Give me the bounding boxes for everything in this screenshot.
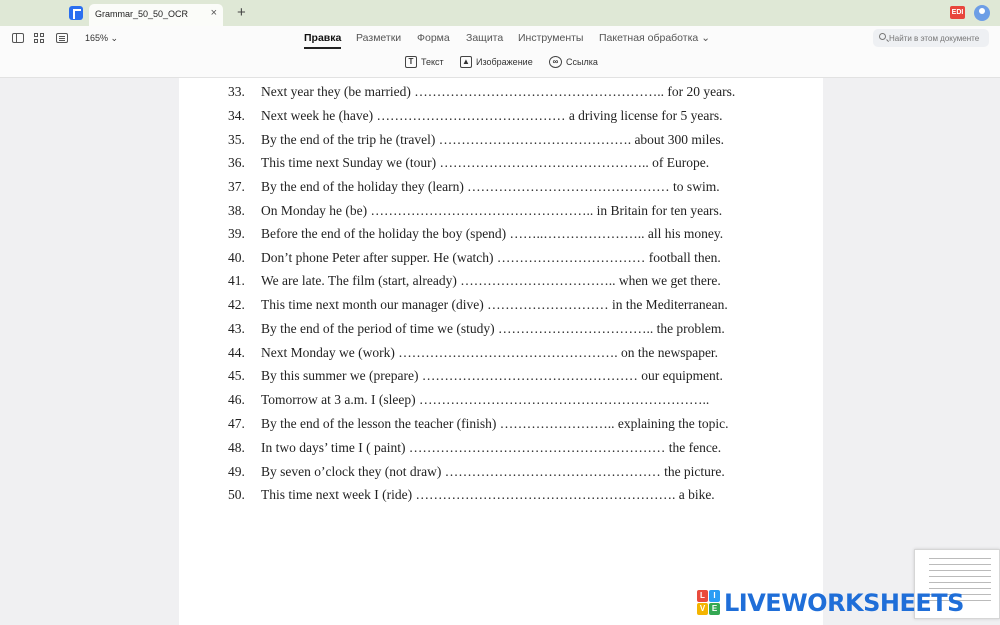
exercise-number: 44. [228, 345, 245, 360]
exercise-number: 33. [228, 84, 245, 99]
exercise-line [228, 226, 748, 246]
exercise-text: This time next month our manager (dive) ……………………… in the Mediterranean. [261, 297, 728, 312]
exercise-number: 41. [228, 273, 245, 288]
exercise-line [228, 132, 748, 152]
document-page [179, 78, 823, 625]
text-icon: T [405, 56, 417, 68]
exercise-text: Next Monday we (work) …………………………………………. on the newspaper. [261, 345, 719, 360]
add-image-button[interactable] [460, 56, 533, 68]
exercise-number: 39. [228, 226, 245, 241]
exercise-number: 36. [228, 155, 245, 170]
search-icon [879, 33, 886, 40]
exercise-line [228, 440, 748, 460]
exercise-line [228, 203, 748, 223]
image-icon: ▲ [460, 56, 472, 68]
add-link-label: Ссылка [566, 57, 598, 67]
exercise-number: 43. [228, 321, 245, 336]
exercise-line [228, 392, 748, 412]
exercise-text: By the end of the holiday they (learn) ……………………………………… to swim. [261, 179, 720, 194]
tab-protect[interactable]: Защита [466, 32, 504, 44]
exercise-number: 40. [228, 250, 245, 265]
exercise-text: This time next Sunday we (tour) ……………………………………….. of Europe. [261, 155, 710, 170]
exercise-line [228, 155, 748, 175]
exercise-number: 50. [228, 487, 245, 502]
exercise-text: Next week he (have) …………………………………… a driving license for 5 years. [261, 108, 723, 123]
tab-batch-processing[interactable] [599, 32, 710, 44]
exercise-line [228, 84, 748, 104]
page-view-icon[interactable] [56, 33, 68, 43]
add-text-button[interactable] [405, 56, 444, 68]
exercise-line [228, 368, 748, 388]
liveworksheets-logo [697, 589, 964, 617]
tab-tools[interactable]: Инструменты [518, 32, 584, 44]
exercise-text: By seven o’clock they (not draw) ………………………………………… the picture. [261, 464, 725, 479]
add-image-label: Изображение [476, 57, 533, 67]
link-icon: ∞ [549, 56, 562, 68]
new-tab-button[interactable]: + [237, 4, 246, 21]
cube-letter: E [709, 603, 720, 615]
app-logo-icon [69, 6, 83, 20]
tab-markup[interactable]: Разметки [356, 32, 402, 44]
avatar[interactable] [974, 5, 990, 21]
search-box[interactable] [873, 29, 989, 47]
cube-letter: I [709, 590, 720, 602]
zoom-level: 165% [85, 33, 109, 43]
sidebar-toggle-icon[interactable] [12, 33, 24, 43]
exercise-number: 42. [228, 297, 245, 312]
exercise-number: 48. [228, 440, 245, 455]
exercise-text: By the end of the period of time we (study) …………………………….. the problem. [261, 321, 725, 336]
exercise-number: 37. [228, 179, 245, 194]
exercise-text: Don’t phone Peter after supper. He (watch) …………………………… football then. [261, 250, 721, 265]
exercise-line [228, 250, 748, 270]
exercise-number: 47. [228, 416, 245, 431]
toolbar [0, 26, 1000, 78]
tab-form[interactable]: Форма [417, 32, 450, 44]
exercise-line [228, 345, 748, 365]
exercise-line [228, 464, 748, 484]
cube-letter: L [697, 590, 708, 602]
liveworksheets-wordmark: LIVEWORKSHEETS [724, 589, 964, 617]
exercise-text: By the end of the trip he (travel) ……………………………………. about 300 miles. [261, 132, 725, 147]
exercise-text: On Monday he (be) ………………………………………….. in Britain for ten years. [261, 203, 723, 218]
document-tab[interactable] [89, 4, 223, 26]
exercise-text: Next year they (be married) ……………………………………………….. for 20 years. [261, 84, 736, 99]
tab-title: Grammar_50_50_OCR [95, 9, 189, 19]
tab-batch-label: Пакетная обработка [599, 32, 699, 44]
grid-view-icon[interactable] [34, 33, 46, 43]
exercise-line [228, 273, 748, 293]
cube-letter: V [697, 603, 708, 615]
zoom-dropdown[interactable] [85, 33, 118, 44]
exercise-text: By the end of the lesson the teacher (finish) …………………….. explaining the topic. [261, 416, 729, 431]
search-input[interactable] [889, 31, 987, 45]
edit-badge[interactable]: EDI [950, 6, 965, 19]
exercise-text: In two days’ time I ( paint) ………………………………………………… the fence. [261, 440, 722, 455]
exercise-line [228, 321, 748, 341]
exercise-text: We are late. The film (start, already) …………………………….. when we get there. [261, 273, 721, 288]
chevron-down-icon: ⌄ [110, 33, 119, 43]
exercise-line [228, 416, 748, 436]
exercise-text: By this summer we (prepare) ………………………………………… our equipment. [261, 368, 723, 383]
exercise-number: 38. [228, 203, 245, 218]
exercise-line [228, 108, 748, 128]
tab-bar [0, 0, 1000, 26]
exercise-line [228, 487, 748, 507]
exercise-number: 46. [228, 392, 245, 407]
tab-edit[interactable]: Правка [304, 32, 342, 44]
exercise-number: 35. [228, 132, 245, 147]
exercise-text: This time next week I (ride) …………………………………………………. a bike. [261, 487, 715, 502]
exercise-text: Before the end of the holiday the boy (spend) ……..………………….. all his money. [261, 226, 724, 241]
exercise-number: 34. [228, 108, 245, 123]
exercise-line [228, 297, 748, 317]
liveworksheets-cube-icon [697, 590, 721, 616]
exercise-number: 49. [228, 464, 245, 479]
add-text-label: Текст [421, 57, 444, 67]
exercise-text: Tomorrow at 3 a.m. I (sleep) ……………………………………………………….. [261, 392, 710, 407]
close-tab-icon[interactable]: × [210, 7, 217, 19]
add-link-button[interactable] [549, 56, 598, 68]
exercise-line [228, 179, 748, 199]
exercise-number: 45. [228, 368, 245, 383]
chevron-down-icon: ⌄ [701, 32, 711, 44]
